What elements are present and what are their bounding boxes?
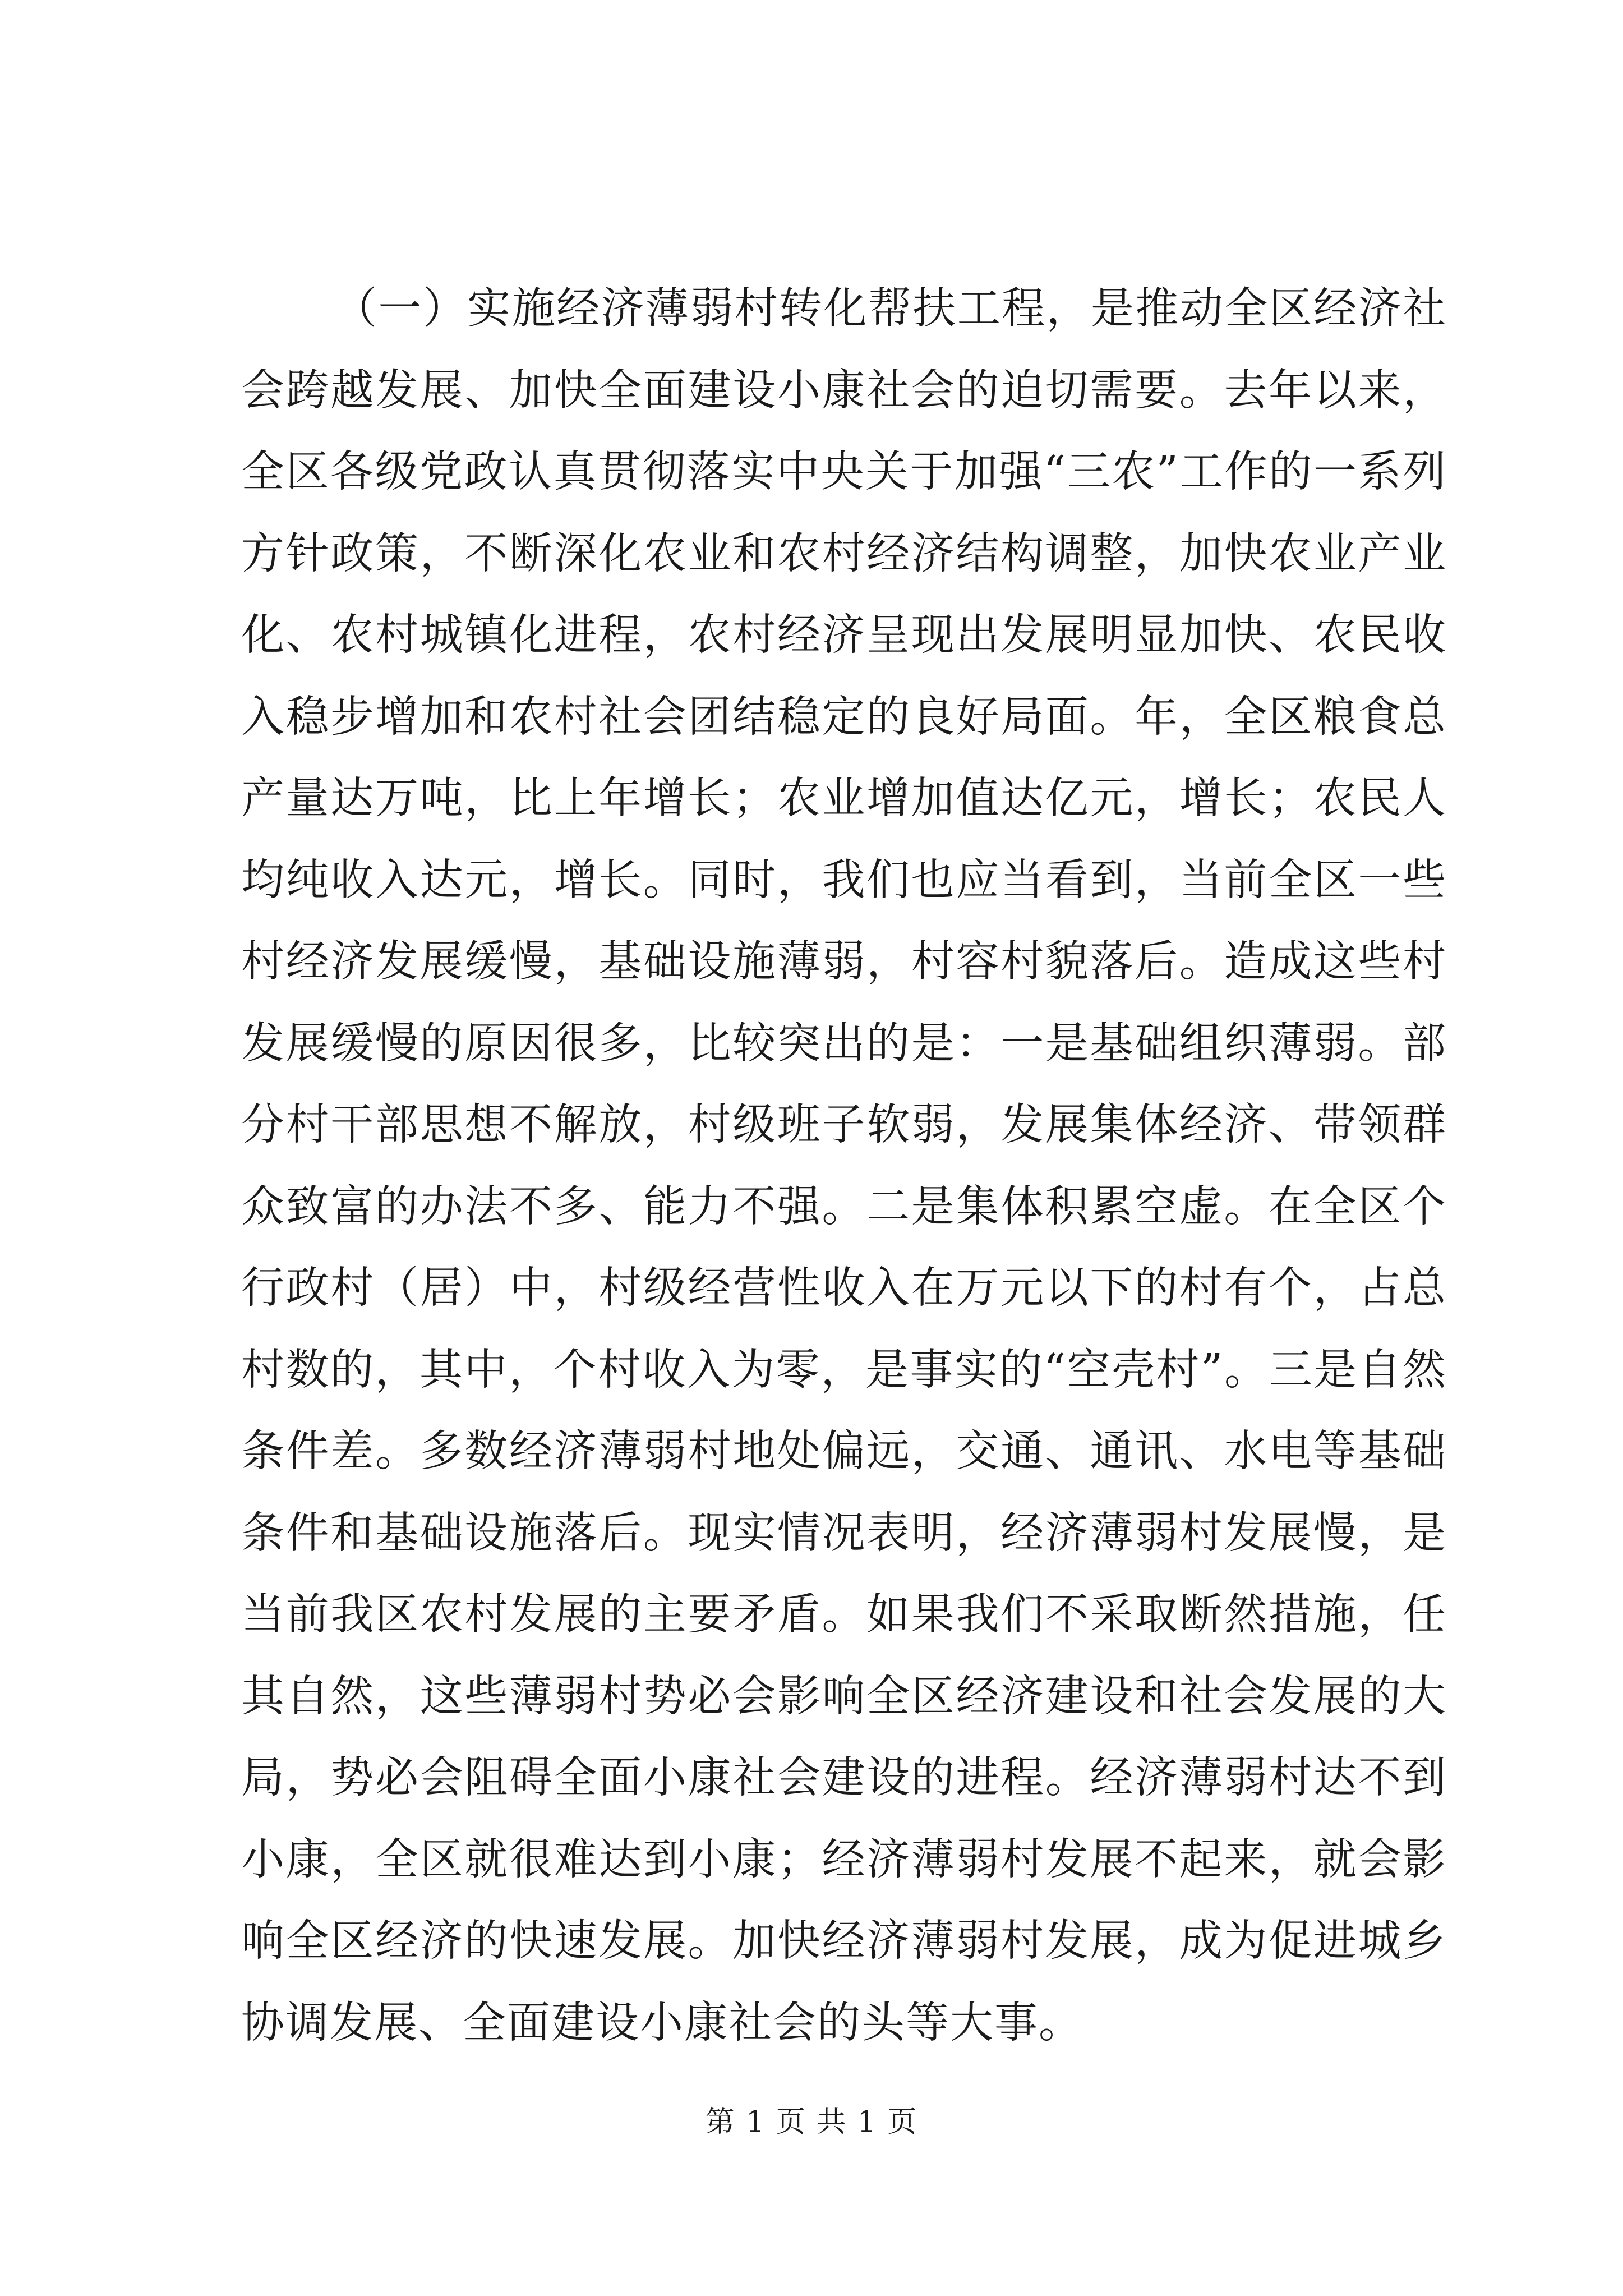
page-footer: 第 1 页 共 1 页 xyxy=(705,2105,918,2139)
body-paragraph: （一）实施经济薄弱村转化帮扶工程，是推动全区经济社会跨越发展、加快全面建设小康社会的迫切需要。去年以来，全区各级党政认真贯彻落实中央关于加强“三农”工作的一系列方针政策，不断深化农业和农村经济结构调整，加快农业产业化、农村城镇化进程，农村经济呈现出发展明显加快、农民收入稳步增加和农村社会团结稳定的良好局面。年，全区粮食总产量达万吨，比上年增长；农业增加值达亿元，增长；农民人均纯收入达元，增长。同时，我们也应当看到，当前全区一些村经济发展缓慢，基础设施薄弱，村容村貌落后。造成这些村发展缓慢的原因很多，比较突出的是：一是基础组织薄弱。部分村干部思想不解放，村级班子软弱，发展集体经济、带领群众致富的办法不多、能力不强。二是集体积累空虚。在全区个行政村（居）中，村级经营性收入在万元以下的村有个，占总村数的，其中，个村收入为零，是事实的“空壳村”。三是自然条件差。多数经济薄弱村地处偏远，交通、通讯、水电等基础条件和基础设施落后。现实情况表明，经济薄弱村发展慢，是当前我区农村发展的主要矛盾。如果我们不采取断然措施，任其自然，这些薄弱村势必会影响全区经济建设和社会发展的大局，势必会阻碍全面小康社会建设的进程。经济薄弱村达不到小康，全区就很难达到小康；经济薄弱村发展不起来，就会影响全区经济的快速发展。加快经济薄弱村发展，成为促进城乡协调发展、全面建设小康社会的头等大事。 xyxy=(241,284,1447,2048)
